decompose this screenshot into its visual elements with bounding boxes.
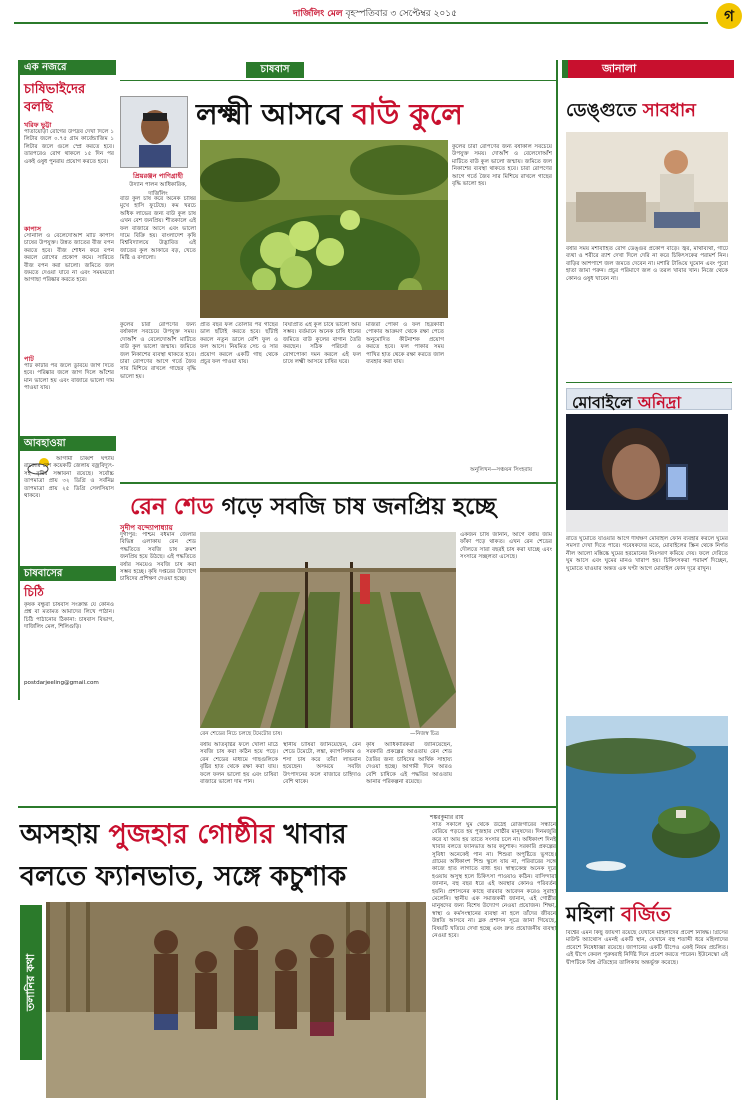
kapash-head: কাপাস (24, 225, 42, 233)
rainshade-photo-credit: —নিজস্ব চিত্র (410, 731, 439, 737)
rainshade-col-1: দুর্গাপুর: পশ্চিম বর্ধমান জেলার বিভিন্ন এলাকায় রেন শেড পদ্ধতিতে সবজি চাষ ক্রমশ জনপ্রিয় হয়ে উঠছে। এই পদ্ধতিতে বর্ষার সময়েও সবজি চাষ করা সম্ভব হচ্ছে। কৃষি দপ্তরের উদ্যোগে চাষিদের প্রশিক্ষণ দেওয়া হচ্ছে। (120, 532, 196, 583)
kul-credit: অনুলিখন—সঞ্চয়ন সিংহরায় (470, 467, 533, 473)
letters-email: postdarjeeling@gmail.com (24, 680, 99, 686)
weather-text: আগামী চব্বিশ ঘণ্টায় রাজ্যের বেশ কয়েকটি জেলায় বজ্রবিদ্যুৎ-সহ বৃষ্টির সম্ভাবনা রয়েছে। সর্বোচ্চ তাপমাত্রা প্রায় ৩২ ডিগ্রি ও সর্বনিম্ন তাপমাত্রা প্রায় ২৫ ডিগ্রি সেলসিয়াস থাকবে। (24, 456, 114, 500)
pujahar-h1a: অসহায় (20, 819, 100, 850)
kul-col-5: কুলের চারা রোপণের জন্য বর্ষাকাল সবচেয়ে উপযুক্ত সময়। দোআঁশ ও বেলেদোআঁশ মাটিতে বাউ কুল ভালো জন্মায়। জমিতে জল নিকাশের ব্যবস্থা থাকতে হবে। চারা রোপণের আগে গর্তে জৈব সার মিশিয়ে রাখলে গাছের বৃদ্ধি ভালো হয়। (452, 144, 552, 188)
kul-headline (196, 92, 463, 141)
pujahar-headline-2: বলতে ফ্যানভাত, সঙ্গে কচুশাক (20, 861, 347, 892)
left-col-rule (18, 60, 20, 700)
kul-headline-black: লক্ষ্মী আসবে (196, 97, 342, 131)
rainshade-headline-black: গড়ে সবজি চাষ জনপ্রিয় হচ্ছে (221, 493, 496, 520)
issue-date: বৃহস্পতিবার ৩ সেপ্টেম্বর ২০১৫ (345, 9, 457, 19)
rainshade-col-5: একজন চাষি জানান, আগে বর্ষায় জমি ফাঁকা পড়ে থাকত। এখন রেন শেডের দৌলতে সারা বছরই চাষ করা যাচ্ছে এবং সংসারে সচ্ছলতা এসেছে। (460, 532, 552, 561)
rainshade-col-2: বর্ষায় অতিবৃষ্টির ফলে খোলা মাঠে সবজি চাষ করা কঠিন হয়ে পড়ে। রেন শেডের মাধ্যমে গাছগুলিকে বৃষ্টির হাত থেকে রক্ষা করা যায়। ফলে ফলন ভালো হয় এবং চাষিরা বাজারে ভালো দাম পান। (200, 742, 278, 786)
pat-text: পাট কাটার পর জলে ডুবিয়ে জাগ দিতে হবে। পরিষ্কার জলে জাগ দিলে আঁশের মান ভালো হয় এবং বাজারে ভালো দাম পাওয়া যায়। (24, 363, 114, 392)
mahila-headline (566, 900, 671, 933)
right-rule-1 (566, 382, 732, 383)
pujahar-byline: শঙ্করকুমার রায় (430, 814, 464, 821)
pujahar-children-photo (46, 902, 426, 1098)
kharif-text: পাতায়োড়া রোগের উপদ্রব দেখা দিলে ১ লিটার জলে ০.৭৫ গ্রাম কার্বেন্ডাজিম ১ লিটার জলে গুলে স্প্রে করতে হবে। তারপরেও রোগ থাকলে ১৫ দিন পর একই ওষুধ পুনরায় প্রয়োগ করতে হবে। (24, 129, 114, 165)
ek-nojore-tab: এক নজরে (18, 60, 116, 75)
mahila-headline-red: বর্জিত (621, 902, 671, 926)
dengue-headline (566, 96, 696, 127)
section-rule-2 (18, 806, 556, 808)
author-photo (120, 96, 188, 168)
rainshade-col-3: স্থানীয় চাষিরা জানিয়েছেন, রেন শেডে টমেটো, লঙ্কা, ক্যাপসিকাম ও শসা চাষ করে তাঁরা লাভবান হয়েছেন। অসময়ে সবজি উৎপাদনের ফলে বাজারে চাহিদাও বেশি থাকে। (283, 742, 361, 786)
kul-headline-red: বাউ কুলে (352, 97, 463, 131)
paper-name: দার্জিলিং মেল (293, 9, 343, 19)
pujahar-headline-1 (20, 814, 347, 859)
pat-head: পাট (24, 355, 34, 363)
pujahar-h1c: খাবার (283, 819, 347, 850)
ber-fruit-photo (200, 140, 448, 318)
rainshade-photo (200, 532, 456, 728)
author-role: উদ্যান পালন আধিকারিক, দার্জিলিং (129, 182, 187, 197)
rainshade-headline (130, 488, 496, 527)
weather-tab: আবহাওয়া (18, 436, 116, 451)
masthead-meta (0, 6, 750, 21)
pujahar-h1b: পুজহার গোষ্ঠীর (108, 819, 274, 850)
mobile-text: রাতে ঘুমোতে যাওয়ার আগে দীর্ঘক্ষণ মোবাইল ফোন ব্যবহার করলে ঘুমের সমস্যা দেখা দিতে পারে। গবেষকদের মতে, মোবাইলের স্ক্রিন থেকে নির্গত নীল আলো মস্তিষ্কে ঘুমের হরমোনের নিঃসরণ কমিয়ে দেয়। ফলে দেরিতে ঘুম আসে এবং ঘুমের মানও খারাপ হয়। চিকিৎসকরা পরামর্শ দিচ্ছেন, ঘুমোতে যাওয়ার অন্তত এক ঘণ্টা আগে মোবাইল ফোন দূরে রাখুন। (566, 536, 728, 572)
kul-col-3: বিঘাপ্রতি এই কুল চাষে ভালো আয় সম্ভব। বর্তমানে অনেক চাষি ধানের জমিতে বাউ কুলের বাগান তৈরি করছেন। সঠিক পরিচর্যা ও রোগপোকা দমন করলে এই ফল চাষে লক্ষ্মী আসবে চাষির ঘরে। (283, 322, 361, 366)
masthead (0, 0, 750, 30)
kul-col-1: বাউ কুল চাষ করে অনেক চাষির মুখে হাসি ফুটেছে। কম খরচে অধিক লাভের জন্য বাউ কুল চাষ এখন বেশ জনপ্রিয়। শীতকালে এই ফল বাজারে আসে এবং ভালো দামে বিক্রি হয়। বাংলাদেশ কৃষি বিশ্ববিদ্যালয়ে উদ্ভাবিত এই জাতের কুল আকারে বড়, খেতে মিষ্টি ও রসালো। (120, 196, 196, 262)
letters-title: চিঠি (24, 585, 44, 599)
dengue-photo (566, 132, 728, 242)
pujahar-text: সাত সকালে ঘুম থেকে উঠেই রোজগারের সন্ধানে বেরিয়ে পড়তে হয় পুজহার গোষ্ঠীর মানুষদের। দিনমজুরি করে যা আয় হয় তাতে সংসার চলে না। অধিকাংশ দিনই খাবার বলতে ফ্যানভাত আর কচুশাক। সরকারি প্রকল্পের সুবিধা অনেকেই পান না। শিশুরা অপুষ্টিতে ভুগছে। গ্রামের অধিকাংশ শিশু স্কুলে যায় না, পরিবারের সঙ্গে কাজে হাত লাগাতে বাধ্য হয়। স্বাস্থ্যকেন্দ্র অনেক দূরে হওয়ায় অসুস্থ হলে চিকিৎসা পাওয়াও কঠিন। বাসিন্দারা জানান, বহু বছর ধরে এই অবস্থার কোনও পরিবর্তন হয়নি। প্রশাসনের কাছে বারবার আবেদন করেও সুরাহা মেলেনি। স্থানীয় এক সমাজকর্মী জানান, এই গোষ্ঠীর মানুষদের জন্য বিশেষ উদ্যোগ নেওয়া প্রয়োজন। শিক্ষা, স্বাস্থ্য ও কর্মসংস্থানের ব্যবস্থা না হলে তাঁদের জীবনে উন্নতি আসবে না। ব্লক প্রশাসন সূত্রে জানা গিয়েছে, বিষয়টি খতিয়ে দেখা হচ্ছে এবং দ্রুত প্রয়োজনীয় ব্যবস্থা নেওয়া হবে। (432, 822, 556, 940)
janala-tab: জানালা (562, 60, 734, 78)
mobile-photo (566, 414, 728, 532)
chashbas-pill: চাষবাস (246, 62, 304, 78)
letters-tab: চাষবাসের (18, 566, 116, 581)
page-letter-badge: গ (716, 3, 742, 29)
kul-col-2: প্রতি বছর ফল তোলার পর গাছের ডাল ছাঁটাই করতে হবে। ছাঁটাই করলে নতুন ডালে বেশি ফুল ও ফল আসে। নিয়মিত সেচ ও সার প্রয়োগ করলে একটি গাছ থেকে প্রচুর ফল পাওয়া যায়। (200, 322, 278, 366)
kharif-head: খরিফ ভুট্টা (24, 121, 52, 129)
mobile-headline-black: মোবাইলে (572, 393, 633, 412)
mahila-headline-black: মহিলা (566, 902, 615, 926)
center-right-rule (556, 60, 558, 1100)
masthead-rule (14, 22, 708, 24)
rainshade-col-4: কৃষি আধিকারিকরা জানিয়েছেন, সরকারি প্রকল্পের আওতায় রেন শেড তৈরির জন্য চাষিদের আর্থিক সাহায্য দেওয়া হচ্ছে। আগামী দিনে আরও বেশি চাষিকে এই পদ্ধতির আওতায় আনার পরিকল্পনা রয়েছে। (366, 742, 452, 786)
section-rule-1 (120, 482, 556, 484)
rainshade-caption: রেন শেডের নিচে চলছে টমেটোর চাষ। (200, 731, 283, 737)
dengue-headline-red: সাবধান (642, 100, 696, 121)
dengue-headline-black: ডেঙ্গুতে (566, 100, 637, 121)
mobile-headline-red: অনিদ্রা (637, 393, 682, 412)
janala-tab-accent (562, 60, 568, 78)
kul-col-4: মাজরা পোকা ও ফল ছিদ্রকারী পোকার আক্রমণ থেকে রক্ষা পেতে অনুমোদিত কীটনাশক প্রয়োগ করতে হবে। ফল পাকার সময় পাখির হাত থেকে রক্ষা করতে জাল ব্যবহার করা যায়। (366, 322, 444, 366)
chashbas-rule (120, 80, 556, 81)
dengue-text: বর্ষার সময় মশাবাহিত রোগ ডেঙ্গুর প্রকোপ বাড়ে। জ্বর, মাথাব্যথা, গাঁটে ব্যথা ও শরীরে র‍্যাশ দেখা দিলে দেরি না করে চিকিৎসকের পরামর্শ নিন। বাড়ির আশপাশে জল জমতে দেবেন না। মশারি টাঙিয়ে ঘুমোন এবং পুরো হাতা জামা পরুন। প্রচুর পরিমাণে জল ও তরল খাবার খান। নিজে থেকে কোনও ওষুধ খাবেন না। (566, 246, 728, 282)
side-label: তলানির কথা (20, 905, 42, 1060)
rainshade-headline-red: রেন শেড (130, 493, 214, 520)
mahila-text: বিশ্বের এমন কিছু জায়গা রয়েছে যেখানে মহিলাদের প্রবেশ নিষিদ্ধ। গ্রিসের মাউন্ট অ্যাথোস এমনই একটি স্থান, যেখানে বহু শতাব্দী ধরে মহিলাদের প্রবেশে নিষেধাজ্ঞা রয়েছে। জাপানের একটি দ্বীপেও একই নিয়ম প্রচলিত। এই দ্বীপে কেবল পুরুষরাই নির্দিষ্ট দিনে প্রবেশ করতে পারেন। ইউনেস্কো এই দ্বীপটিকে বিশ্ব ঐতিহ্যের তালিকায় অন্তর্ভুক্ত করেছে। (566, 930, 728, 966)
kul-col-1b: কুলের চারা রোপণের জন্য বর্ষাকাল সবচেয়ে উপযুক্ত সময়। দোআঁশ ও বেলেদোআঁশ মাটিতে বাউ কুল ভালো জন্মায়। জমিতে জল নিকাশের ব্যবস্থা থাকতে হবে। চারা রোপণের আগে গর্তে জৈব সার মিশিয়ে রাখলে গাছের বৃদ্ধি ভালো হয়। (120, 322, 196, 380)
kapash-text: সোনালি ও বেলেদোআঁশ মাটি কাপাস চাষের উপযুক্ত। উন্নত জাতের বীজ বপন করতে হবে। বীজ শোধন করে বপন করলে রোগের প্রকোপ কমে। সারিতে বীজ বপন করা ভালো। জমিতে জল জমতে দেওয়া যাবে না এবং সময়মতো আগাছা পরিষ্কার করতে হবে। (24, 233, 114, 284)
mobile-headline (572, 390, 681, 417)
chashi-title-2: বলছি (24, 100, 53, 115)
letters-text: কৃষক বন্ধুরা চাষবাস সংক্রান্ত যে কোনও প্রশ্ন বা মতামত আমাদের লিখে পাঠান। চিঠি পাঠানোর ঠিকানা: চাষবাস বিভাগ, দার্জিলিং মেল, শিলিগুড়ি। (24, 602, 114, 631)
chashi-title-1: চাষিভাইদের (24, 82, 86, 97)
rainshade-byline: সুদীপ বন্দ্যোপাধ্যায় (120, 524, 173, 532)
island-photo (566, 716, 728, 892)
author-name: প্রিয়রঞ্জন পাণিগ্রাহী (133, 172, 183, 180)
